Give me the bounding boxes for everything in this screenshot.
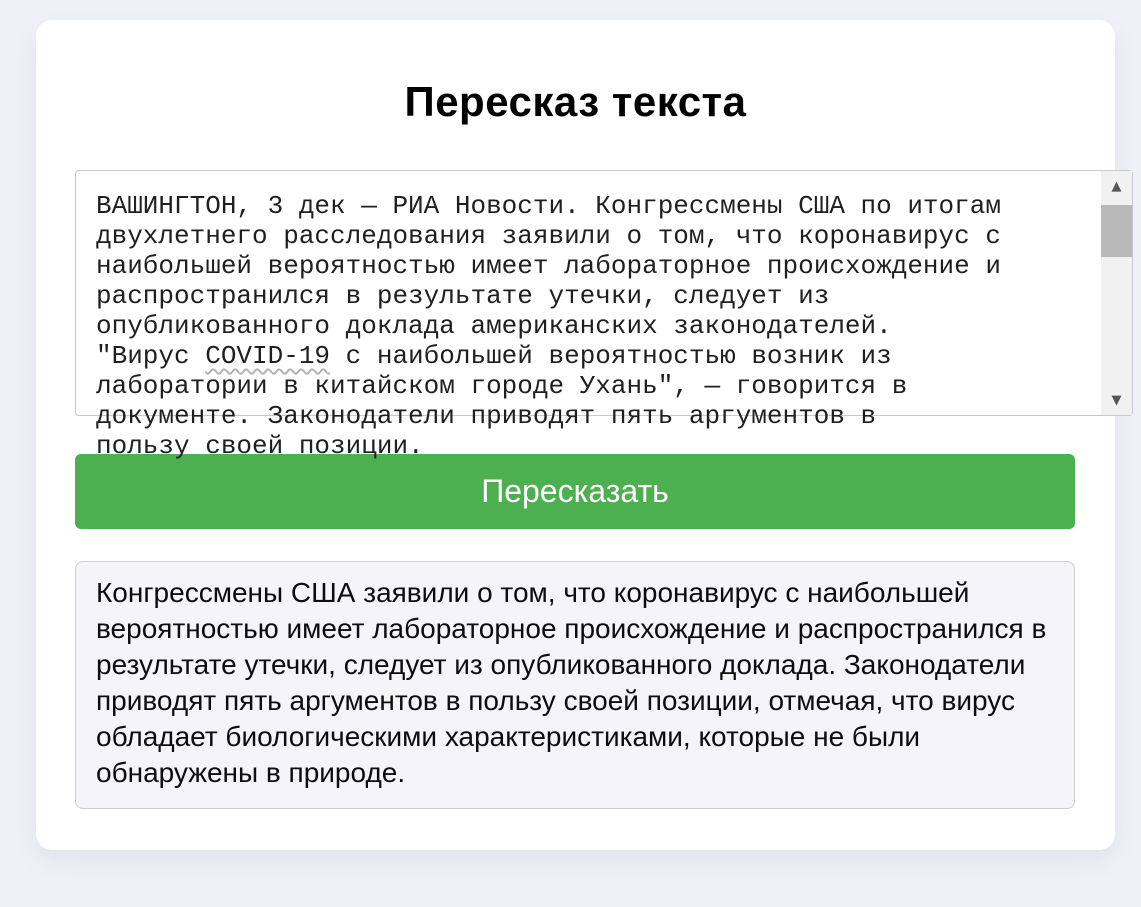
source-line: ВАШИНГТОН, 3 дек — РИА Новости. Конгрессмены США по итогам [96, 191, 1001, 221]
textarea-scrollbar[interactable] [1101, 171, 1132, 415]
source-line-quote [96, 341, 1084, 371]
app-card [36, 20, 1122, 850]
source-line: наибольшей вероятностью имеет лабораторное происхождение и [96, 251, 1001, 281]
scroll-down-icon[interactable]: ▼ [1111, 392, 1122, 408]
source-line: распространился в результате утечки, следует из [96, 281, 830, 311]
quote-line-after: с наибольшей вероятностью возник из [330, 341, 892, 371]
summarize-button[interactable]: Пересказать [75, 454, 1075, 529]
scrollbar-thumb[interactable] [1101, 205, 1132, 257]
summary-text: Конгрессмены США заявили о том, что коронавирус с наибольшей вероятностью имеет лабораторное происхождение и распространился в результате утечки, следует из опубликованного доклада. Законодатели приводят пять аргументов в пользу своей позиции, отмечая, что вирус обладает биологическими характеристиками, которые не были обнаружены в природе. [96, 577, 1047, 788]
scroll-up-icon[interactable]: ▲ [1111, 178, 1122, 194]
misspelled-word: COVID-19 [205, 341, 331, 371]
source-line: лаборатории в китайском городе Ухань", — говорится в [96, 371, 908, 401]
source-text-input[interactable] [75, 170, 1133, 461]
summary-output [75, 561, 1075, 809]
source-line: опубликованного доклада американских законодателей. [96, 311, 892, 341]
source-line: пользу своей позиции. [96, 431, 424, 461]
page-title: Пересказ текста [404, 78, 747, 125]
source-text-content [76, 171, 1132, 461]
quote-line-before: "Вирус [96, 341, 206, 371]
source-line: документе. Законодатели приводят пять аргументов в [96, 401, 877, 431]
source-line: двухлетнего расследования заявили о том, что коронавирус с [96, 221, 1001, 251]
